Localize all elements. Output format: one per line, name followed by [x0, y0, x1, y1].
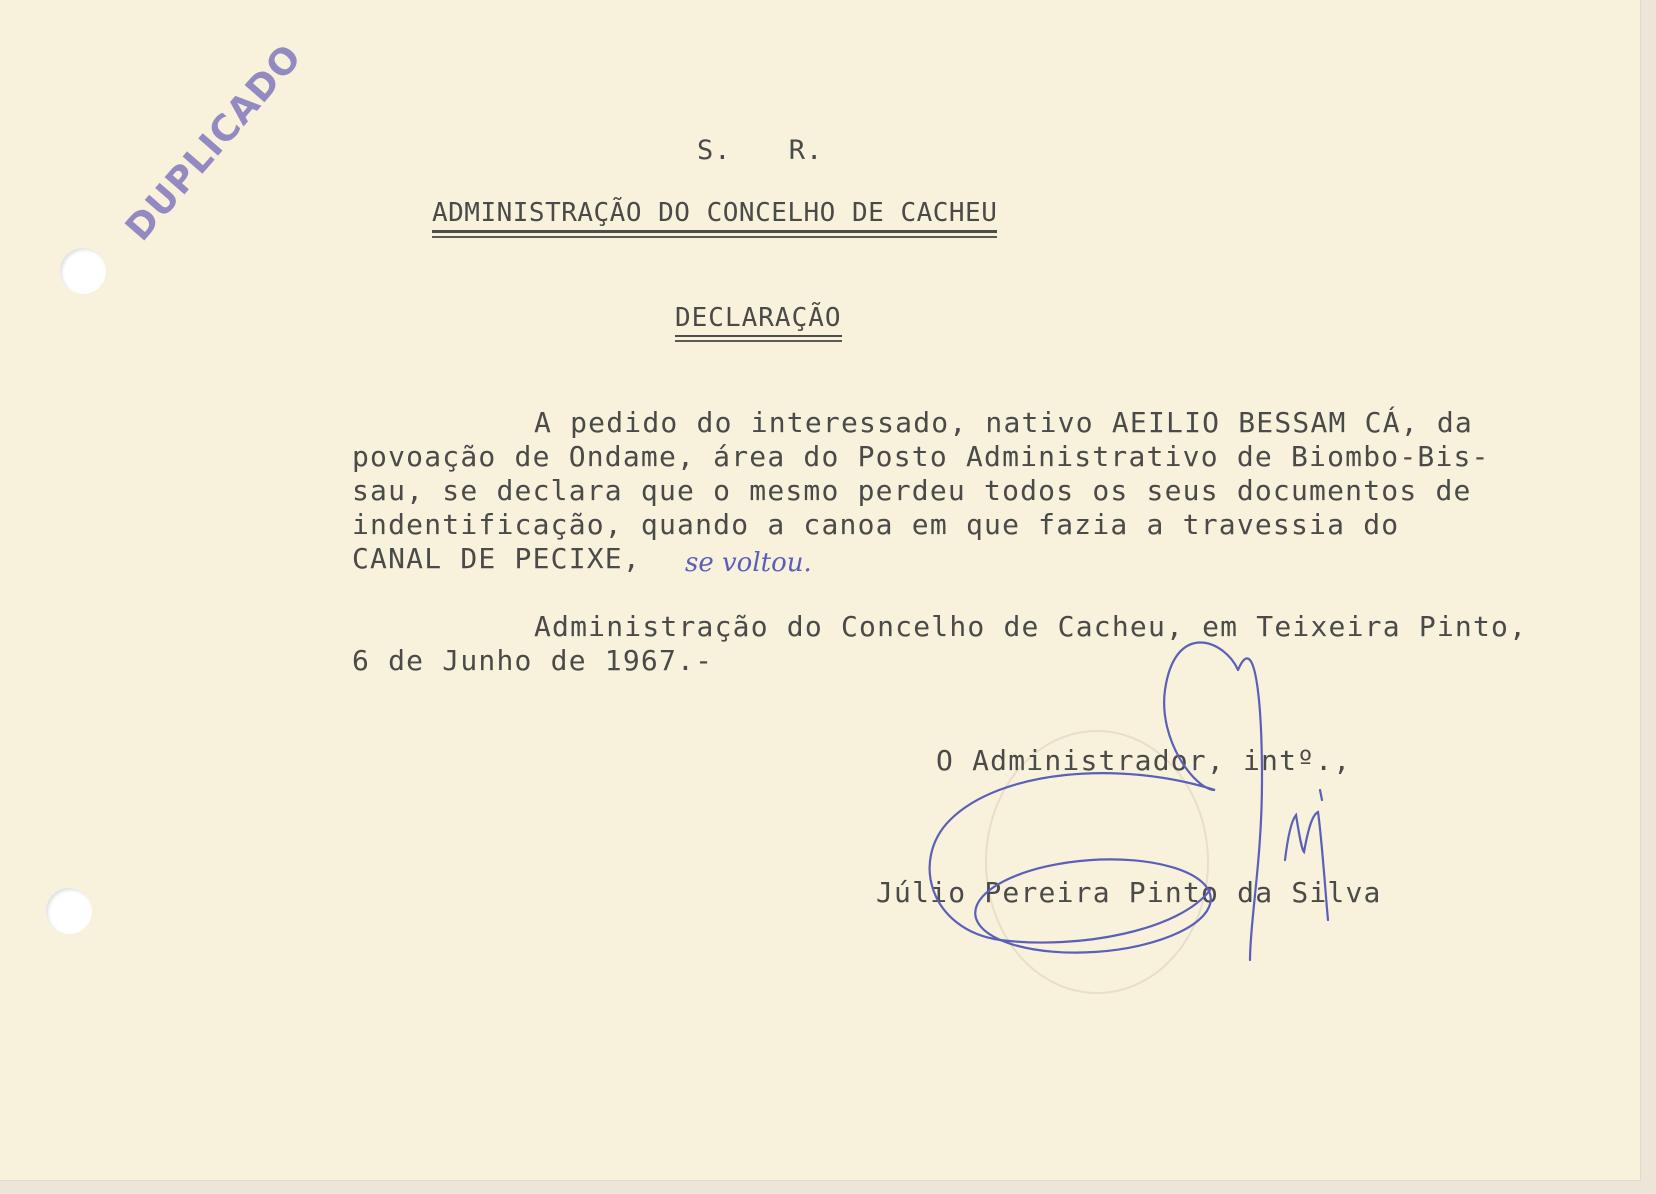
document-title: DECLARAÇÃO [675, 303, 842, 337]
paragraph1-line-4: indentificação, quando a canoa em que fazia a travessia do [352, 508, 1400, 541]
office-heading: ADMINISTRAÇÃO DO CONCELHO DE CACHEU [432, 198, 997, 233]
signatory-role: O Administrador, intº., [936, 744, 1352, 777]
signatory-name: Júlio Pereira Pinto da Silva [876, 876, 1382, 909]
paragraph2-line-1: Administração do Concelho de Cacheu, em Teixeira Pinto, [534, 610, 1528, 643]
punch-hole-bottom [46, 888, 92, 934]
duplicado-stamp: DUPLICADO [118, 36, 311, 249]
paragraph1-line-3: sau, se declara que o mesmo perdeu todos os seus documentos de [352, 474, 1472, 507]
header-sr: S. R. [697, 135, 824, 166]
paragraph1-line-2: povoação de Ondame, área do Posto Administrativo de Biombo-Bis- [352, 440, 1490, 473]
punch-hole-top [60, 248, 106, 294]
paragraph2-line-2: 6 de Junho de 1967.- [352, 644, 714, 677]
paragraph1-line-5: CANAL DE PECIXE, [352, 542, 641, 575]
paragraph1-line-1: A pedido do interessado, nativo AEILIO BESSAM CÁ, da [534, 406, 1473, 439]
handwritten-addition: se voltou. [685, 548, 812, 578]
